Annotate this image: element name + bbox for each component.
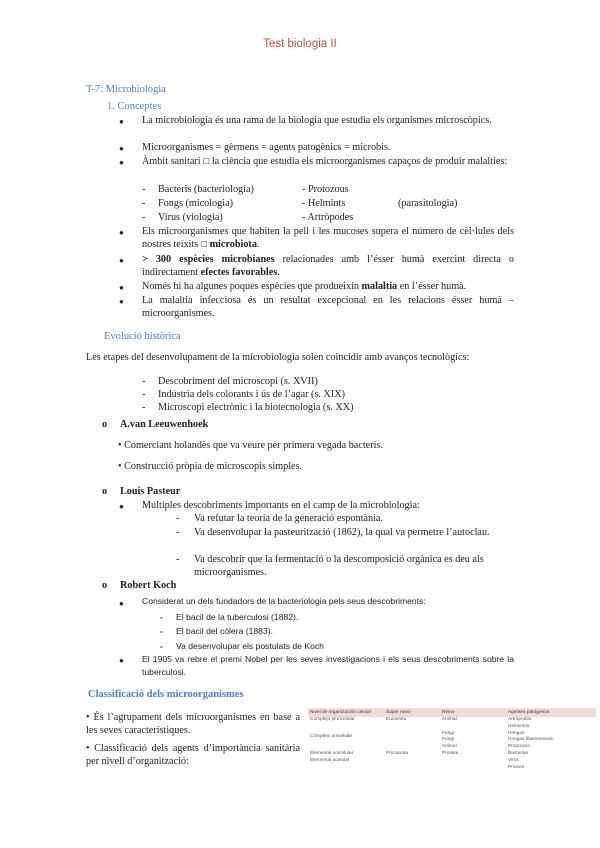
dash-icon: - [142,389,146,400]
bullet-icon: ● [119,158,124,167]
stage-item: Indústria dels colorants i ús de l’agar (s. XIX) [158,389,346,400]
table-cell: Hongos Hongos filamentosos Protozoos [508,730,553,750]
bullet-text: Microorganismes = gèrmens = agents patogènics = microbis. [142,142,391,153]
circle-bullet-icon: o [102,580,108,591]
scientist-name: Robert Koch [120,580,177,591]
table-cell [384,731,440,751]
table-cell: Artrópodos Helmintos [508,717,532,729]
dash-icon: - [176,554,180,565]
dash-icon: - [142,184,146,195]
scientist-point: Considerat un dels fundadors de la bacteriologia pels seus descobriments: [142,596,426,606]
bullet-text: Els microorganismes que habiten la pell i les mucoses supera el número de cèl·lules dels nostres teixits □ microbiota. [142,226,514,250]
scientist-subpoint: El bacil del còlera (1883). [176,626,273,636]
table-cell: Procariota [386,750,408,756]
dash-icon: - [160,626,163,636]
organization-table [308,708,596,771]
bullet-icon: ● [119,228,124,237]
table-cell: Eucariota [386,717,407,722]
bullet-icon: ● [119,144,124,153]
scientist-point: • Construcció pròpia de microscopis simples. [118,461,303,472]
scientist-subpoint: Va desenvolupar la pasteurització (1862), la qual va permetre l’autoclau. [194,527,490,538]
dash-icon: - [142,198,146,209]
scientist-subpoint: Va refutar la teoria de la generació espontània. [194,513,383,524]
bullet-text: La malaltia infecciosa és un resultat excepcional en les relacions ésser humà – microorganismes. [142,295,514,319]
table-cell: Complejo unicelular [310,733,353,739]
table-cell: Elemental unicelular Elemental acelular [310,750,354,763]
section-heading-classification: Classificació dels microorganismes [88,689,244,700]
group-right: - Helmints [302,198,346,209]
circle-bullet-icon: o [102,419,108,430]
table-header: Agentes patógenos [506,708,596,717]
bullet-text: Només hi ha algunes poques espècies que produeixin malaltia en l’ésser humà. [142,281,467,292]
scientist-name: Louis Pasteur [120,486,181,497]
dash-icon: - [142,212,146,223]
table-header: Nivel de organización celular [308,708,384,717]
group-left: Fongs (micologia) [158,198,233,209]
table-row [308,751,596,771]
bullet-icon: ● [119,283,124,292]
circle-bullet-icon: o [102,486,108,497]
dash-icon: - [142,402,146,413]
bullet-icon: ● [119,297,124,306]
table-cell: Animal [442,717,457,722]
dash-icon: - [142,376,146,387]
scientist-subpoint: Va desenvolupar els postulats de Koch [176,641,324,651]
table-header: Super reino [384,708,440,717]
dash-icon: - [176,527,180,538]
group-extra: (parasitologia) [398,198,458,209]
table-row [308,731,596,751]
stage-item: Descobriment del microscopi (s. XVII) [158,376,318,387]
classification-text: • És l’agrupament dels microorganismes en base a les seves característiques. [86,712,300,736]
bullet-text: Àmbit sanitari □ la ciència que estudia els microorganismes capaços de produir malalties: [142,156,508,167]
table-cell: Protista [442,750,459,756]
group-left: Bacteris (bacteriologia) [158,184,254,195]
history-intro: Les etapes del desenvolupament de la microbiologia solen coincidir amb avanços tecnològics: [86,352,470,363]
dash-icon: - [160,641,163,651]
bullet-icon: ● [119,599,124,608]
topic-heading: T-7: Microbiologia [86,84,166,95]
table-row [308,717,596,731]
scientist-point: • Comerciant holandès que va veure per primera vegada bacteris. [118,440,383,451]
table-cell: Fungi Fungi Animal [442,730,457,750]
table-cell: Bacterias Virus Priones [508,750,528,770]
group-right: - Artròpodes [302,212,354,223]
table-header: Reino [440,708,506,717]
stage-item: Microscopi electrònic i la biotecnologia (s. XX) [158,402,354,413]
group-right: - Protozous [302,184,349,195]
table-cell: Complejo pluricelular [310,717,355,722]
bullet-icon: ● [119,656,124,665]
scientist-subpoint: El bacil de la tuberculosi (1882). [176,612,299,622]
bullet-icon: ● [119,117,124,126]
group-left: Virus (viologia) [158,212,223,223]
dash-icon: - [160,612,163,622]
classification-text: • Classificació dels agents d’importància sanitària per nivell d’organització: [86,743,300,767]
scientist-point: Múltiples descobriments importants en el camp de la microbiologia: [142,500,420,511]
scientist-subpoint: Va descobrir que la fermentació o la descomposició orgànica es deu als microorganismes. [194,554,484,578]
scientist-point: El 1905 va rebre el premi Nobel per les seves investigacions i els seus descobriments sobre la tuberculosi. [142,654,514,677]
dash-icon: - [176,513,180,524]
bullet-icon: ● [119,502,124,511]
scientist-name: A.van Leeuwenhoek [120,419,209,430]
section-heading-conceptes: 1. Conceptes [107,101,162,112]
document-title: Test biologia II [263,38,337,50]
bullet-text: > 300 espècies microbianes relacionades amb l’ésser humà exercint directa o indirectament efectes favorables. [142,254,514,278]
section-heading-history: Evolució històrica [104,331,181,342]
bullet-text: La microbiologia és una rama de la biologia que estudia els organismes microscòpics. [142,115,492,126]
bullet-icon: ● [119,256,124,265]
